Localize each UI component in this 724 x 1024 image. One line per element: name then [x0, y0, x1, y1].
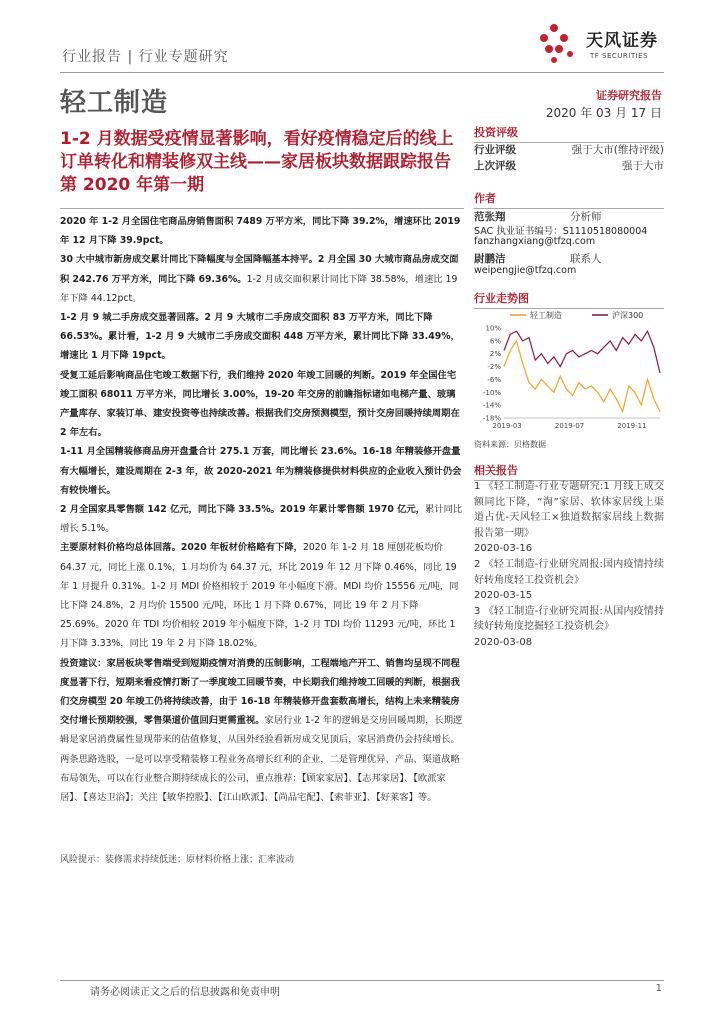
author2-name: 尉鹏洁 — [474, 253, 506, 265]
paragraph-bold: 30 大中城市新房成交累计同比下降幅度与全国降幅基本持平。2 月全国 30 大城市商品房成交面积 242.76 万平方米，同比下降 69.36%。 — [60, 254, 459, 285]
chart-source: 资料来源：贝格数据 — [474, 440, 546, 449]
author1-role: 分析师 — [570, 211, 602, 223]
report-category: 行业报告 | 行业专题研究 — [62, 49, 229, 65]
paragraph — [60, 212, 464, 250]
industry-name: 轻工制造 — [60, 88, 169, 118]
industry-rating-label: 行业评级 — [474, 144, 516, 156]
paragraph — [60, 308, 464, 366]
paragraph — [60, 250, 464, 308]
related-report-title[interactable]: 2 《轻工制造-行业研究周报:国内疫情持续好转角度轻工投资机会》 — [474, 558, 664, 586]
page-number: 1 — [655, 983, 662, 994]
y-tick-label: 2% — [489, 350, 501, 359]
paragraph-bold: 2 月全国家具零售额 142 亿元，同比下降 33.5%。2019 年累计零售额 1970 亿元， — [60, 504, 425, 516]
previous-rating-value: 强于大市 — [622, 160, 664, 172]
paragraph — [60, 442, 464, 500]
footer-divider — [60, 980, 664, 981]
y-tick-label: -14% — [482, 401, 501, 410]
related-report-item[interactable] — [474, 557, 664, 604]
series-line-0 — [504, 341, 660, 412]
related-report-item[interactable] — [474, 479, 664, 557]
y-tick-label: -10% — [482, 388, 501, 397]
industry-rating-value: 强于大市(维持评级) — [571, 144, 664, 156]
paragraph — [60, 654, 464, 808]
header-divider — [60, 72, 664, 73]
rating-header: 投资评级 — [474, 124, 664, 143]
industry-trend-chart — [474, 306, 664, 436]
y-tick-label: 6% — [489, 337, 501, 346]
author1-sac: SAC 执业证书编号：S1110518080004 — [474, 226, 648, 237]
tf-securities-logo — [534, 18, 669, 68]
paragraph — [60, 500, 464, 538]
paragraph-text: 家居行业 1-2 年的逻辑是交房回暖周期，长期逻辑是家居消费属性显现带来的估值修复，从国外经验看新房成交见顶后，家居消费仍会持续增长。两条思路选股，一是可以享受精装修工程业务高增长红利的企业，二是管理优异、产品、渠道战略布局领先，可以在行业整合期持续成长的公司，重点推荐：【顾家家居】、【志邦家居】、【欧派家居】、【喜达卫浴】；关注【敏华控股】、【江山欧派】、【尚品宅配】、【索菲亚】、【好莱客】等。 — [60, 715, 463, 804]
x-tick-label: 2019-03 — [492, 422, 522, 430]
paragraph-bold: 1-11 月全国精装修商品房开盘量合计 275.1 万套，同比增长 23.6%。16-18 年精装修开盘量有大幅增长，建设周期在 2-3 年，故 2020-2021 年为精装修提供材料供应的企业收入预计仍会有较快增长。 — [60, 446, 462, 496]
trend-header: 行业走势图 — [474, 290, 664, 309]
paragraph-bold: 1-2 月 9 城二手房成交显著回落。2 月 9 大城市二手房成交面积 83 万平方米，同比下降 66.53%。累计看，1-2 月 9 大城市二手房成交面积 448 万平方米，累计同比下降 33.49%，增速比 1 月下降 19pct。 — [60, 312, 460, 362]
related-reports — [474, 479, 664, 651]
paragraph-bold: 2020 年 1-2 月全国住宅商品房销售面积 7489 万平方米，同比下降 39.2%，增速环比 2019 年 12 月下降 39.9pct。 — [60, 216, 461, 247]
x-tick-label: 2019-07 — [554, 422, 585, 430]
logo-text-en: TF SECURITIES — [590, 52, 649, 60]
author1-name: 范张翔 — [474, 211, 506, 223]
y-tick-label: -2% — [487, 363, 501, 372]
series-line-1 — [504, 331, 660, 373]
paragraph-text: 1-2 月成交面积累计同比下降 38.58%，增速比 19 年下降 44.12pct。 — [60, 273, 458, 304]
y-tick-label: -6% — [487, 375, 501, 384]
related-report-date: 2020-03-16 — [474, 543, 533, 555]
author2-role: 联系人 — [570, 253, 602, 265]
logo-mark-icon — [534, 18, 584, 68]
report-body — [60, 212, 464, 807]
paragraph — [60, 366, 464, 443]
report-type: 证券研究报告 — [596, 89, 662, 102]
related-report-date: 2020-03-08 — [474, 636, 533, 648]
related-report-title[interactable]: 1 《轻工制造-行业专题研究:1 月线上成交额同比下降，“淘”家居、软体家居线上渠道占优-天风轻工×独道数据家居线上数据报告第一期》 — [474, 481, 664, 539]
paragraph-text: 2020 年 1-2 月 18 厘刨花板均价 64.37 元，同比上涨 0.1%，1 月均价为 64.37 元，环比 2019 年 12 月下降 0.46%，同比 19 年 1 月提升 0.31%。1-2 月 MDI 价格相较于 2019 年小幅度下滑。MDI 均价 15556 元/吨，同比下降 24.8%，2 月均价 15500 元/吨，环比 1 月下降 0.67%，同比 19 年 2 月下降 25.69%。2020 年 TDI 均价相较 2019 年小幅度下降，1-2 月 TDI 均价 11293 元/吨，环比 1 月下降 3.33%，同比 19 年 2 月下降 18.02%。 — [60, 542, 459, 650]
logo-text-zh: 天风证券 — [586, 31, 658, 51]
author2-email[interactable]: weipengjie@tfzq.com — [474, 265, 577, 276]
legend-label: 沪深300 — [612, 311, 644, 320]
previous-rating-label: 上次评级 — [474, 160, 516, 172]
related-report-date: 2020-03-15 — [474, 590, 533, 602]
report-date: 2020 年 03 月 17 日 — [545, 106, 662, 120]
paragraph-bold: 受复工延后影响商品住宅竣工数据下行，我们维持 2020 年竣工回暖的判断。2019 年全国住宅竣工面积 68011 万平方米，同比增长 3.00%，19-20 年交房的前瞻指标诸如电梯产量、玻璃产量库存、家装订单、建安投资等也持续改善。根据我们交房预测模型，预计交房回暖持续周期在 2 年左右。 — [60, 369, 460, 439]
footer-disclaimer: 请务必阅读正文之后的信息披露和免责申明 — [90, 987, 280, 998]
y-tick-label: -18% — [482, 414, 501, 423]
y-tick-label: 10% — [485, 324, 501, 333]
authors-header: 作者 — [474, 190, 664, 209]
paragraph-bold: 投资建议：家居板块零售端受到短期疫情对消费的压制影响，工程端地产开工、销售均呈现不同程度显著下行，短期来看疫情打断了一季度竣工回暖节奏，中长期我们维持竣工回暖的判断，根据我们交房模型 20 年竣工仍将持续改善，由于 16-18 年精装修开盘套数高增长，结构上未来精装房交付增长预期较强，零售渠道价值回归更需重视。 — [60, 657, 460, 727]
author1-email[interactable]: fanzhangxiang@tfzq.com — [474, 236, 596, 247]
title-divider — [60, 208, 464, 209]
related-report-item[interactable] — [474, 604, 664, 651]
legend-label: 轻工制造 — [530, 311, 562, 320]
paragraph-bold: 主要原材料价格均总体回落。2020 年板材价格略有下降， — [60, 542, 303, 554]
report-title: 1-2 月数据受疫情显著影响，看好疫情稳定后的线上订单转化和精装修双主线——家居板块数据跟踪报告第 2020 年第一期 — [60, 129, 454, 195]
risk-warning: 风险提示：装修需求持续低迷；原材料价格上涨；汇率波动 — [60, 855, 295, 865]
paragraph — [60, 538, 464, 653]
related-header: 相关报告 — [474, 462, 664, 481]
paragraph-text: 累计同比增长 5.1%。 — [60, 504, 463, 535]
related-report-title[interactable]: 3 《轻工制造-行业研究周报:从国内疫情持续好转角度挖掘轻工投资机会》 — [474, 605, 664, 633]
x-tick-label: 2019-11 — [617, 422, 647, 430]
